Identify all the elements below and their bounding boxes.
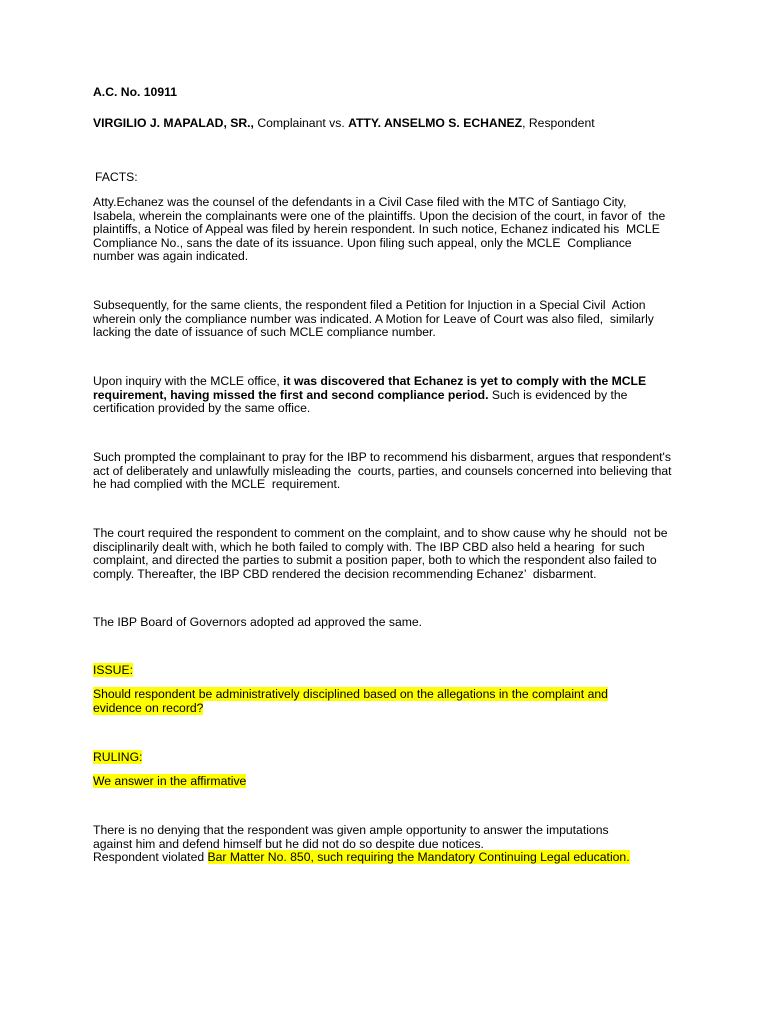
paragraph-line: wherein only the compliance number was indicated. A Motion for Leave of Court was also filed, similarly xyxy=(93,311,654,326)
facts-heading: FACTS: xyxy=(95,170,138,184)
highlighted-run: Should respondent be administratively disciplined based on the allegations in the complaint and xyxy=(93,687,608,701)
text-run: Respondent violated xyxy=(93,850,208,864)
text-run: Upon inquiry with the MCLE office, xyxy=(93,374,284,388)
highlighted-run: Bar Matter No. 850, such requiring the Mandatory Continuing Legal education. xyxy=(207,850,630,864)
paragraph-line: Compliance No., sans the date of its issuance. Upon filing such appeal, only the MCLE Compliance xyxy=(93,235,632,250)
issue-heading xyxy=(93,664,133,678)
ruling-answer xyxy=(93,775,246,789)
paragraph-line: against him and defend himself but he did not do so despite due notices. xyxy=(93,836,484,851)
paragraph-line: plaintiffs, a Notice of Appeal was filed by herein respondent. In such notice, Echanez indicated his MCLE xyxy=(93,222,660,236)
respondent-role: , Respondent xyxy=(522,116,595,130)
complainant-name: VIRGILIO J. MAPALAD, SR., xyxy=(93,116,254,130)
paragraph-line: certification provided by the same office. xyxy=(93,401,311,415)
text-run: Such is evidenced by the xyxy=(488,387,628,402)
ruling-heading xyxy=(93,751,142,765)
highlighted-run: ISSUE: xyxy=(93,663,133,677)
parties-line xyxy=(93,117,595,131)
paragraph-line: Atty.Echanez was the counsel of the defendants in a Civil Case filed with the MTC of Santiago City, xyxy=(93,195,627,209)
paragraph-line: he had complied with the MCLE requirement. xyxy=(93,477,341,491)
paragraph-line: act of deliberately and unlawfully misleading the courts, parties, and counsels concerned into believing that xyxy=(93,463,672,478)
complainant-role: Complainant vs. xyxy=(253,116,349,130)
paragraph-line xyxy=(93,851,630,865)
paragraph-line: Such prompted the complainant to pray for the IBP to recommend his disbarment, argues that respondent's xyxy=(93,450,671,464)
paragraph-line: There is no denying that the respondent was given ample opportunity to answer the imputations xyxy=(93,823,609,837)
issue-line xyxy=(93,702,203,716)
facts-paragraph-6: The IBP Board of Governors adopted ad approved the same. xyxy=(93,615,423,629)
bold-run: requirement, having missed the first and second compliance period. xyxy=(93,387,489,402)
bold-run: it was discovered that Echanez is yet to comply with the MCLE xyxy=(283,374,647,388)
paragraph-line: Subsequently, for the same clients, the respondent filed a Petition for Injuction in a Special Civil Action xyxy=(93,298,646,312)
issue-line xyxy=(93,688,608,702)
paragraph-line: comply. Thereafter, the IBP CBD rendered the decision recommending Echanez’ disbarment. xyxy=(93,566,597,581)
case-number: A.C. No. 10911 xyxy=(93,85,177,99)
highlighted-run: We answer in the affirmative xyxy=(93,774,247,788)
paragraph-line: complaint, and directed the parties to submit a position paper, both to which the respondent also failed to xyxy=(93,553,657,567)
paragraph-line: Isabela, wherein the complainants were one of the plaintiffs. Upon the decision of the court, in favor of the xyxy=(93,208,666,223)
paragraph-line: lacking the date of issuance of such MCLE compliance number. xyxy=(93,325,436,339)
respondent-name: ATTY. ANSELMO S. ECHANEZ xyxy=(348,116,523,130)
highlighted-run: RULING: xyxy=(93,750,143,764)
paragraph-line: The court required the respondent to comment on the complaint, and to show cause why he should not be xyxy=(93,526,668,540)
highlighted-run: evidence on record? xyxy=(93,700,204,715)
paragraph-line: disciplinarily dealt with, which he both failed to comply with. The IBP CBD also held a hearing for such xyxy=(93,539,645,554)
paragraph-line: number was again indicated. xyxy=(93,249,249,263)
